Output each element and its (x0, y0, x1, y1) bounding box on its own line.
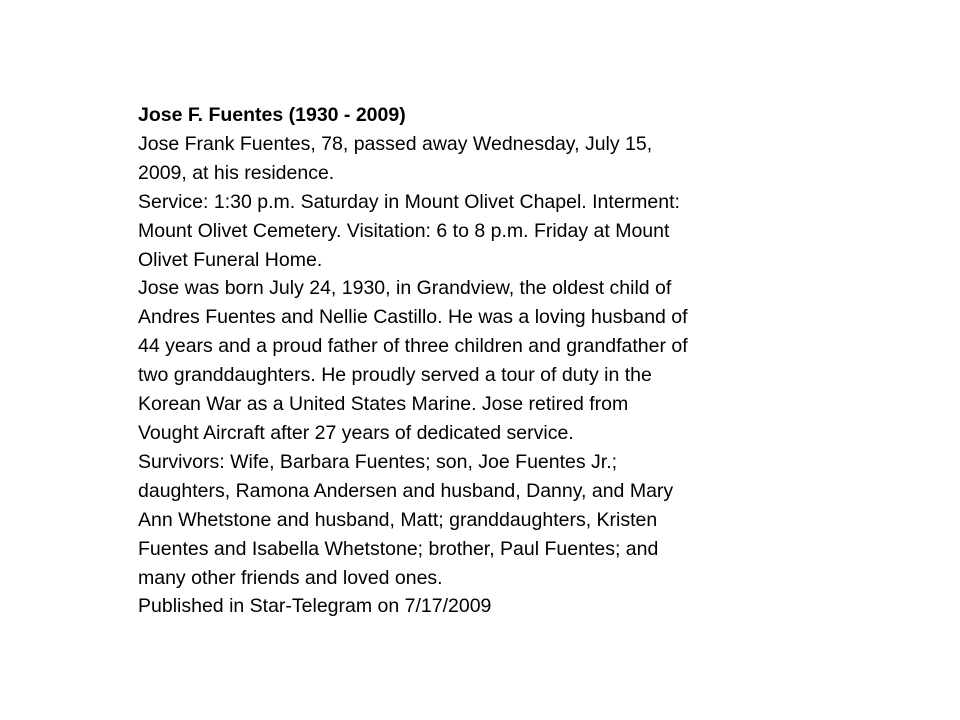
obituary-line: Survivors: Wife, Barbara Fuentes; son, Joe Fuentes Jr.; (138, 450, 618, 473)
obituary-line: Mount Olivet Cemetery. Visitation: 6 to 8 p.m. Friday at Mount (138, 219, 670, 242)
obituary-line: Vought Aircraft after 27 years of dedicated service. (138, 421, 574, 444)
obituary-line: Service: 1:30 p.m. Saturday in Mount Olivet Chapel. Interment: (138, 190, 680, 213)
obituary-line: Korean War as a United States Marine. Jose retired from (138, 393, 629, 416)
obituary-line: Jose was born July 24, 1930, in Grandview, the oldest child of (138, 277, 672, 300)
obituary-line: Olivet Funeral Home. (138, 248, 323, 271)
obituary-line: two granddaughters. He proudly served a tour of duty in the (138, 364, 652, 387)
obituary-title: Jose F. Fuentes (1930 - 2009) (138, 104, 406, 126)
obituary-line: 2009, at his residence. (138, 161, 335, 184)
obituary-line: daughters, Ramona Andersen and husband, Danny, and Mary (138, 479, 674, 502)
obituary-line: 44 years and a proud father of three children and grandfather of (138, 335, 688, 358)
publication-note: Published in Star-Telegram on 7/17/2009 (138, 595, 492, 618)
obituary-line: many other friends and loved ones. (138, 566, 443, 589)
obituary-line: Jose Frank Fuentes, 78, passed away Wednesday, July 15, (138, 132, 653, 155)
obituary-text (138, 101, 938, 621)
obituary-line: Ann Whetstone and husband, Matt; granddaughters, Kristen (138, 508, 658, 531)
obituary-line: Andres Fuentes and Nellie Castillo. He was a loving husband of (138, 306, 688, 329)
obituary-line: Fuentes and Isabella Whetstone; brother, Paul Fuentes; and (138, 537, 659, 560)
